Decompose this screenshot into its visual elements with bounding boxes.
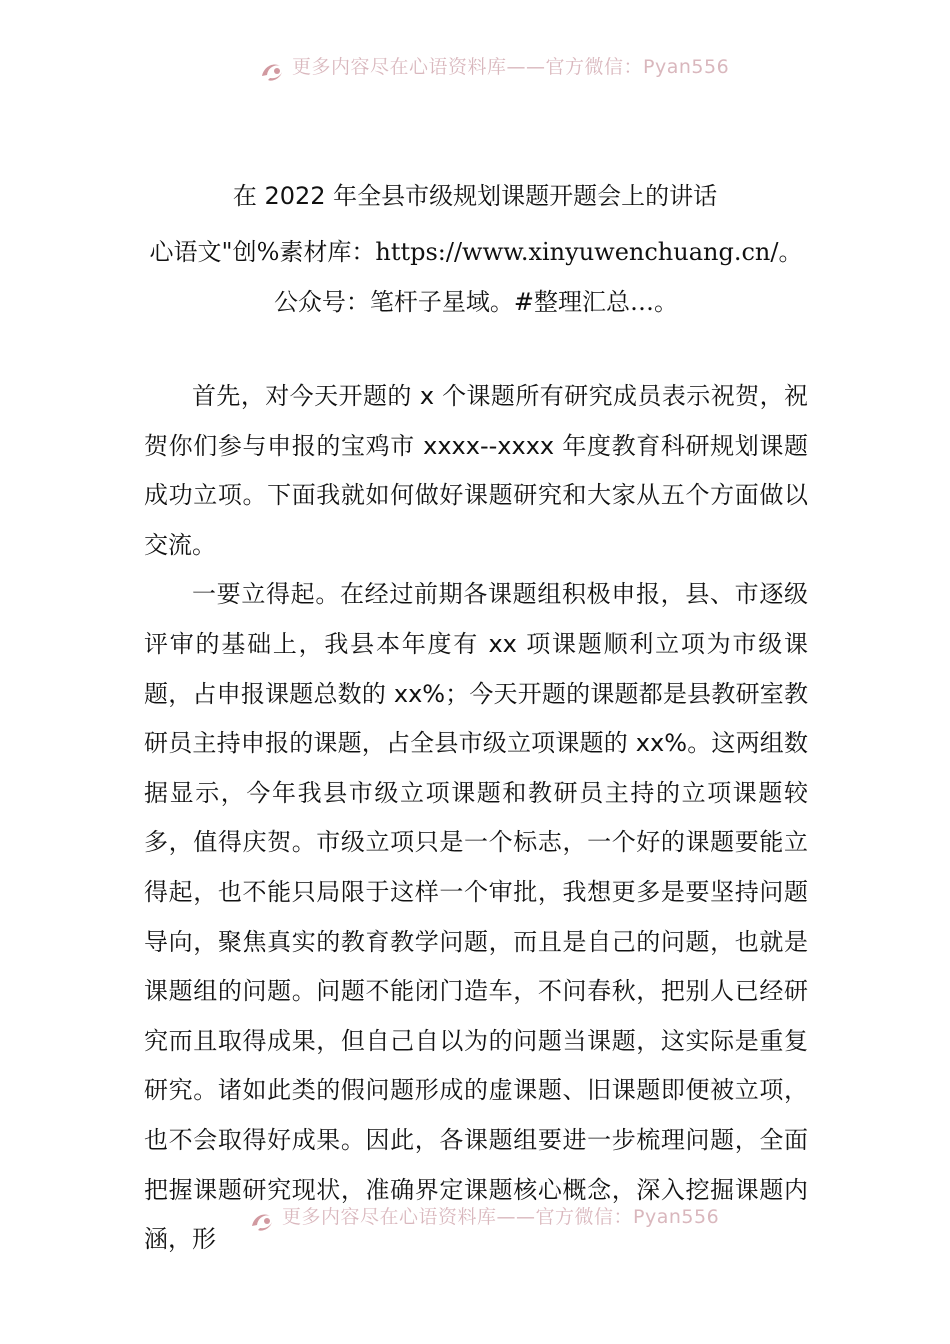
document-title: 在 2022 年全县市级规划课题开题会上的讲话 [232, 182, 718, 210]
watermark-text: 更多内容尽在心语资料库——官方微信：Pyan556 [282, 1206, 720, 1228]
watermark-bottom [0, 1206, 950, 1236]
paragraph-intro: 首先，对今天开题的 x 个课题所有研究成员表示祝贺，祝贺你们参与申报的宝鸡市 xxxx--xxxx 年度教育科研规划课题成功立项。下面我就如何做好课题研究和大家从五个方面做以交流。 [144, 382, 808, 559]
watermark-text: 更多内容尽在心语资料库——官方微信：Pyan556 [292, 56, 730, 78]
watermark-top [0, 56, 950, 86]
watermark-logo-icon [258, 58, 286, 84]
paragraph-point-one: 一要立得起。在经过前期各课题组积极申报，县、市逐级评审的基础上，我县本年度有 xx 项课题顺利立项为市级课题，占申报课题总数的 xx%；今天开题的课题都是县教研室教研员主持申报的课题，占全县市级立项课题的 xx%。这两组数据显示，今年我县市级立项课题和教研员主持的立项课题较多，值得庆贺。市级立项只是一个标志，一个好的课题要能立得起，也不能只局限于这样一个审批，我想更多是要坚持问题导向，聚焦真实的教育教学问题，而且是自己的问题，也就是课题组的问题。问题不能闭门造车，不问春秋，把别人已经研究而且取得成果，但自己自以为的问题当课题，这实际是重复研究。诸如此类的假问题形成的虚课题、旧课题即便被立项，也不会取得好成果。因此，各课题组要进一步梳理问题，全面把握课题研究现状，准确界定课题核心概念，深入挖掘课题内涵，形 [144, 580, 808, 1254]
document-body [144, 372, 808, 1265]
source-note: 心语文"创%素材库：https://www.xinyuwenchuang.cn/。公众号：笔杆子星域。#整理汇总…。 [149, 238, 803, 316]
watermark-logo-icon [248, 1208, 276, 1234]
